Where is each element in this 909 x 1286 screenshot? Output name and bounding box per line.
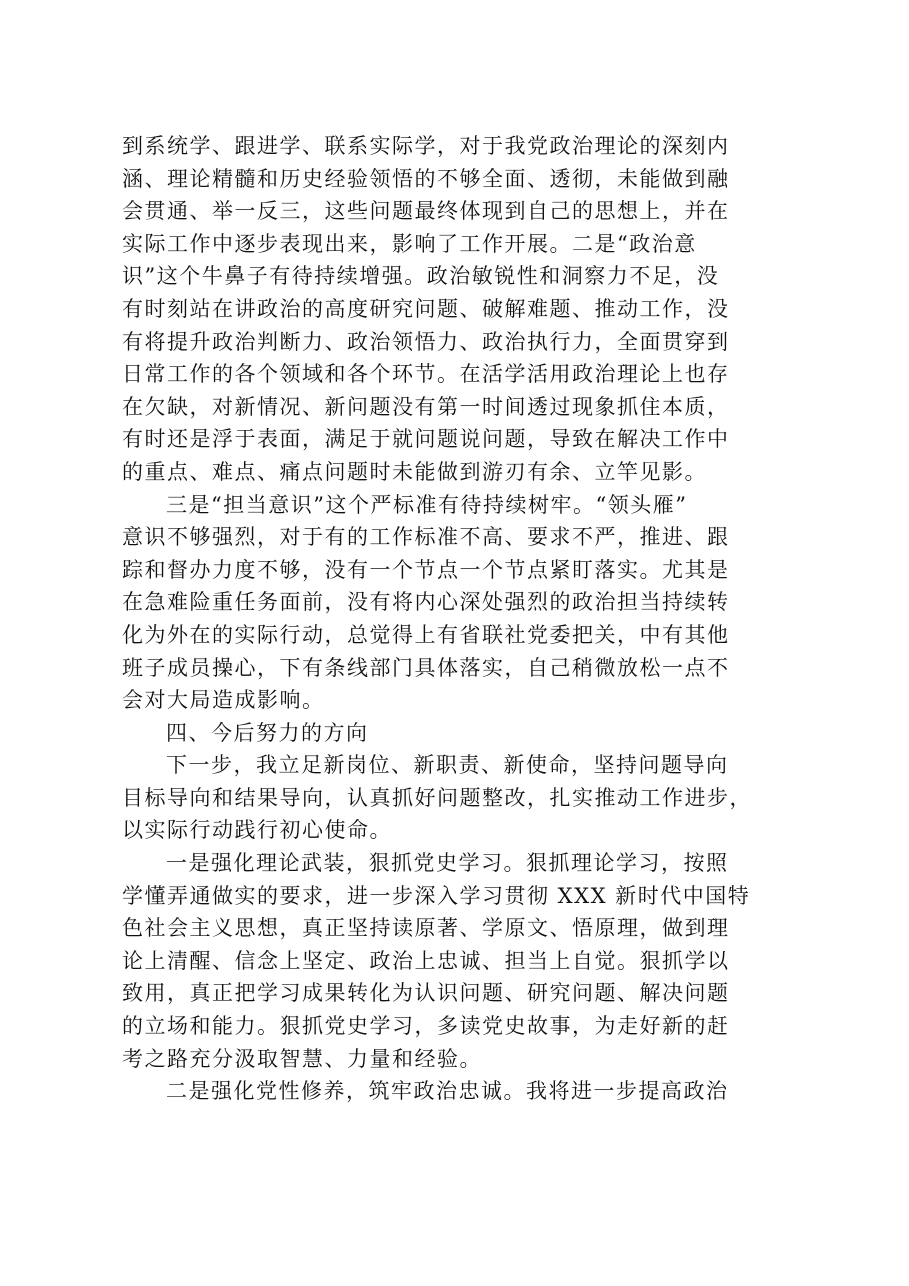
paragraph-theory-study xyxy=(122,847,802,1075)
text-line: 三是“担当意识”这个严标准有待持续树牢。“领头雁” xyxy=(166,492,688,517)
text-line: 在急难险重任务面前，没有将内心深处强烈的政治担当持续转 xyxy=(122,590,730,615)
text-line: 二是强化党性修养，筑牢政治忠诚。我将进一步提高政治 xyxy=(166,1079,729,1104)
text-line: 有时还是浮于表面，满足于就问题说问题，导致在解决工作中 xyxy=(122,427,730,452)
paragraph-political-theory-continued xyxy=(122,130,802,489)
text-line: 踪和督办力度不够，没有一个节点一个节点紧盯落实。尤其是 xyxy=(122,557,730,582)
text-line: 会贯通、举一反三，这些问题最终体现到自己的思想上，并在 xyxy=(122,199,730,224)
text-line: 的重点、难点、痛点问题时未能做到游刃有余、立竿见影。 xyxy=(122,459,707,484)
text-line: 考之路充分汲取智慧、力量和经验。 xyxy=(122,1046,482,1071)
text-line: 色社会主义思想，真正坚持读原著、学原文、悟原理，做到理 xyxy=(122,916,730,941)
text-line: 在欠缺，对新情况、新问题没有第一时间透过现象抓住本质， xyxy=(122,394,730,419)
text-line: 涵、理论精髓和历史经验领悟的不够全面、透彻，未能做到融 xyxy=(122,166,730,191)
text-line: 实际工作中逐步表现出来，影响了工作开展。二是“政治意 xyxy=(122,231,697,256)
section-heading-future-direction xyxy=(122,717,802,750)
document-body xyxy=(122,130,802,1108)
text-line: 识”这个牛鼻子有待持续增强。政治敏锐性和洞察力不足，没 xyxy=(122,264,720,289)
text-line: 到系统学、跟进学、联系实际学，对于我党政治理论的深刻内 xyxy=(122,134,730,158)
text-line: 学懂弄通做实的要求，进一步深入学习贯彻 XXX 新时代中国特 xyxy=(122,883,751,908)
text-line: 有将提升政治判断力、政治领悟力、政治执行力，全面贯穿到 xyxy=(122,329,730,354)
text-line: 意识不够强烈，对于有的工作标准不高、要求不严，推进、跟 xyxy=(122,525,730,550)
text-line: 有时刻站在讲政治的高度研究问题、破解难题、推动工作，没 xyxy=(122,296,730,321)
text-line: 论上清醒、信念上坚定、政治上忠诚、担当上自觉。狠抓学以 xyxy=(122,948,730,973)
paragraph-responsibility-awareness xyxy=(122,489,802,717)
paragraph-party-spirit xyxy=(122,1075,802,1108)
text-line: 化为外在的实际行动，总觉得上有省联社党委把关，中有其他 xyxy=(122,622,730,647)
text-line: 以实际行动践行初心使命。 xyxy=(122,818,392,843)
text-line: 会对大局造成影响。 xyxy=(122,688,325,713)
text-line: 的立场和能力。狠抓党史学习，多读党史故事，为走好新的赶 xyxy=(122,1014,730,1039)
text-line: 一是强化理论武装，狠抓党史学习。狠抓理论学习，按照 xyxy=(166,851,729,876)
paragraph-next-steps xyxy=(122,749,802,847)
text-line: 致用，真正把学习成果转化为认识问题、研究问题、解决问题 xyxy=(122,981,730,1006)
text-line: 下一步，我立足新岗位、新职责、新使命，坚持问题导向 xyxy=(166,753,729,778)
text-line: 目标导向和结果导向，认真抓好问题整改，扎实推动工作进步， xyxy=(122,785,752,810)
text-line: 班子成员操心，下有条线部门具体落实，自己稍微放松一点不 xyxy=(122,655,730,680)
section-heading: 四、今后努力的方向 xyxy=(166,720,369,745)
text-line: 日常工作的各个领域和各个环节。在活学活用政治理论上也存 xyxy=(122,362,730,387)
